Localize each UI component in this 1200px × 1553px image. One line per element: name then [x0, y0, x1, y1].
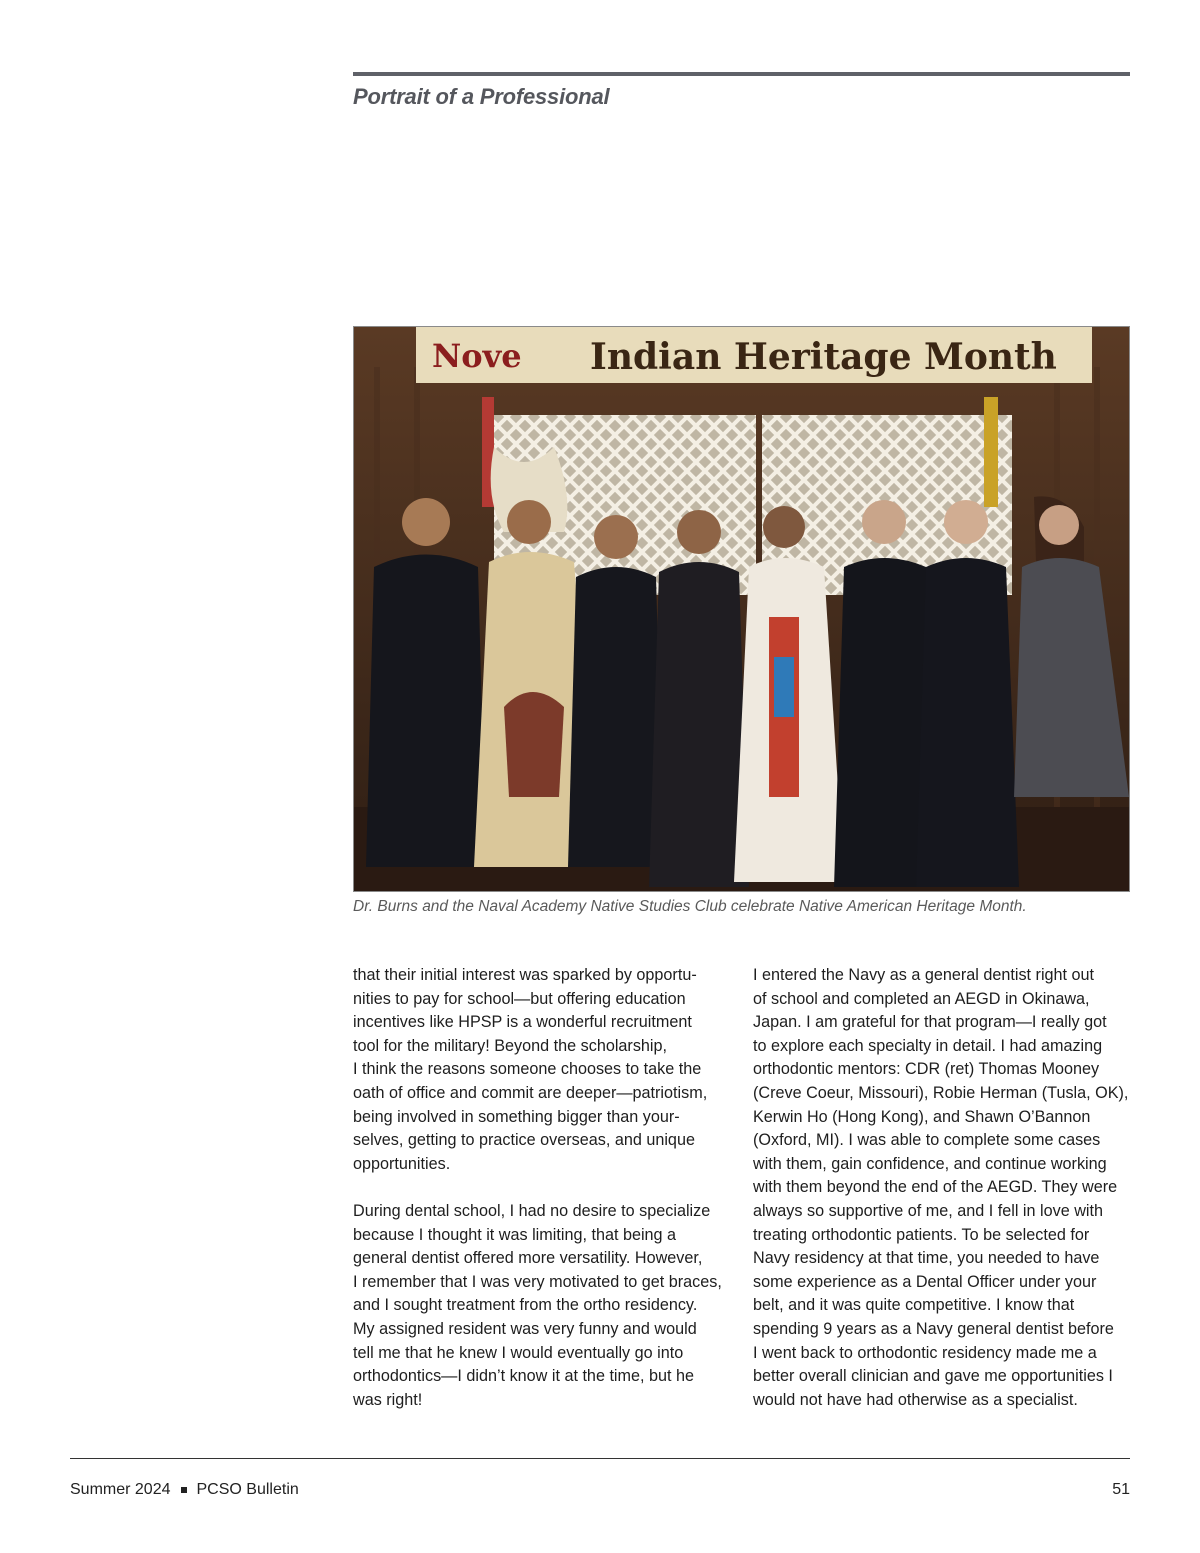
article-column-right: [753, 964, 1131, 1412]
page-number: 51: [1112, 1481, 1130, 1498]
section-title: Portrait of a Professional: [353, 84, 610, 109]
footer-publication: PCSO Bulletin: [196, 1481, 299, 1498]
square-bullet-icon: [181, 1487, 187, 1493]
footer-publication-info: [70, 1481, 299, 1499]
footer-issue: Summer 2024: [70, 1481, 171, 1498]
paragraph: I entered the Navy as a general dentist right out of school and completed an AEGD in Okinawa, Japan. I am grateful for that program—I really got to explore each specialty in detail. I had amazing orthodontic mentors: CDR (ret) Thomas Mooney (Creve Coeur, Missouri), Robie Herman (Tusla, OK), Kerwin Ho (Hong Kong), and Shawn O’Bannon (Oxford, MI). I was able to complete some cases with them, gain confidence, and continue working with them beyond the end of the AEGD. They were always so supportive of me, and I fell in love with treating orthodontic patients. To be selected for Navy residency at that time, you needed to have some experience as a Dental Officer under your belt, and it was quite competitive. I know that spending 9 years as a Navy general dentist before I went back to orthodontic residency made me a better overall clinician and gave me opportunities I would not have had otherwise as a specialist.: [753, 966, 1129, 1409]
paragraph: During dental school, I had no desire to specialize because I thought it was limiting, that being a general dentist offered more versatility. However, I remember that I was very motivated to get braces, and I sought treatment from the ortho residency. My assigned resident was very funny and would tell me that he knew I would eventually go into orthodontics—I didn’t know it at the time, but he was right!: [353, 1201, 722, 1409]
article-column-left: [353, 964, 731, 1412]
paragraph: that their initial interest was sparked by opportu- nities to pay for school—but offering education incentives like HPSP is a wonderful recruitment tool for the military! Beyond the scholarship, I think the reasons someone chooses to take the oath of office and commit are deeper—patriotism, being involved in something bigger than your- selves, getting to practice overseas, and unique opportunities.: [353, 966, 708, 1173]
photo-caption: Dr. Burns and the Naval Academy Native Studies Club celebrate Native American Heritage Month.: [353, 898, 1027, 915]
banner-text: Indian Heritage Month: [590, 336, 1057, 378]
footer-rule: [70, 1458, 1130, 1459]
event-photo: [353, 326, 1130, 892]
event-photo-illustration: [354, 327, 1129, 891]
banner-partial-text: Nove: [432, 337, 522, 375]
header-rule: [353, 72, 1130, 76]
